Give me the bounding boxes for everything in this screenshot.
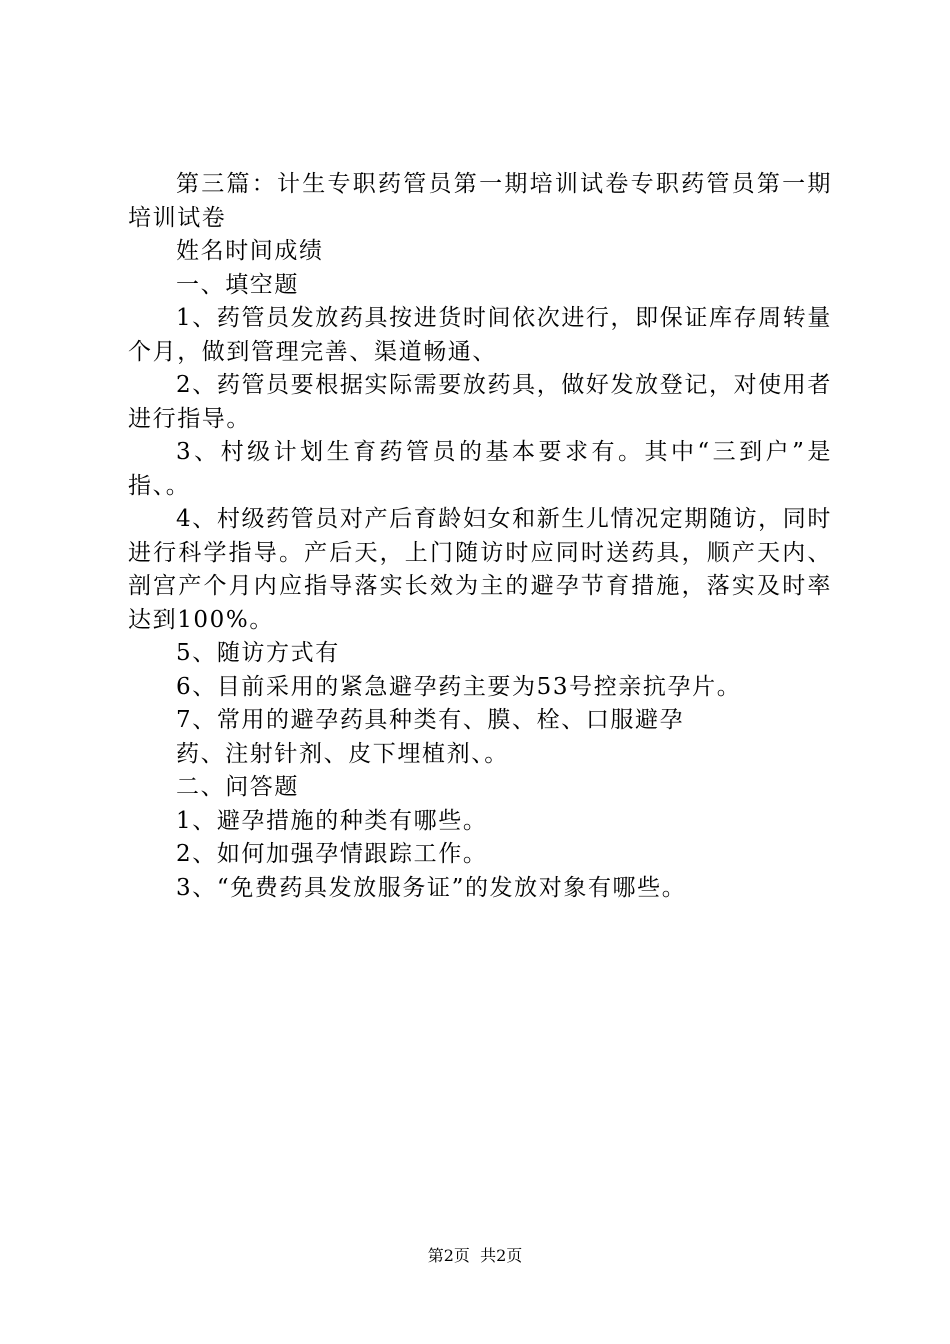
section-heading-qa: 二、问答题 [176, 774, 299, 800]
question-7-continued: 药、注射针剂、皮下埋植剂、。 [176, 740, 509, 767]
info-line: 姓名时间成绩 [176, 238, 324, 264]
question-6: 6、目前采用的紧急避孕药主要为53号控亲抗孕片。 [176, 673, 742, 700]
document-title: 第三篇：计生专职药管员第一期培训试卷专职药管员第一期培训试卷 [128, 171, 832, 231]
question-1: 1、药管员发放药具按进货时间依次进行，即保证库存周转量个月，做到管理完善、渠道畅通、 [128, 305, 832, 365]
question-3: 3、村级计划生育药管员的基本要求有。其中“三到户”是指、。 [128, 439, 832, 499]
document-body [128, 168, 832, 905]
page-number: 第2页 共2页 [427, 1246, 523, 1265]
page-footer [0, 1246, 950, 1266]
question-7: 7、常用的避孕药具种类有、膜、栓、口服避孕 [176, 707, 685, 733]
section-heading-fill-blank: 一、填空题 [176, 271, 299, 298]
qa-question-3: 3、“免费药具发放服务证”的发放对象有哪些。 [176, 874, 687, 901]
qa-question-2: 2、如何加强孕情跟踪工作。 [176, 841, 488, 867]
question-4: 4、村级药管员对产后育龄妇女和新生儿情况定期随访，同时进行科学指导。产后天，上门随访时应同时送药具，顺产天内、剖宫产个月内应指导落实长效为主的避孕节育措施，落实及时率达到100%。 [128, 506, 832, 633]
question-2: 2、药管员要根据实际需要放药具，做好发放登记，对使用者进行指导。 [128, 372, 832, 432]
qa-question-1: 1、避孕措施的种类有哪些。 [176, 807, 488, 834]
question-5: 5、随访方式有 [176, 640, 340, 666]
